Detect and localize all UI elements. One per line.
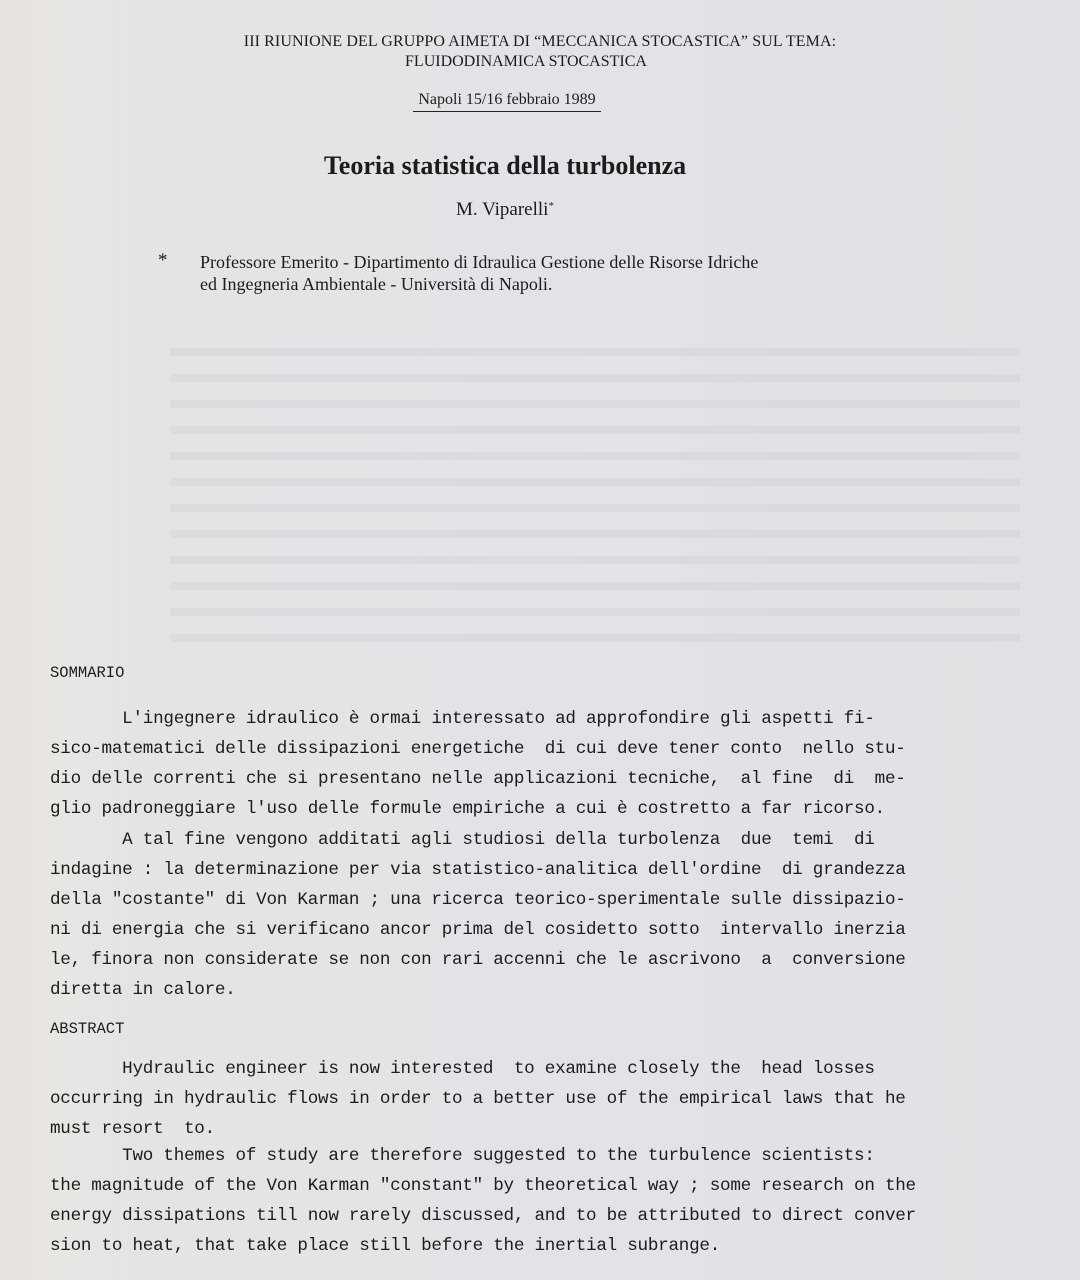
text-line: sico-matematici delle dissipazioni energetiche di cui deve tener conto nello stu- [50, 739, 906, 759]
sommario-paragraph-1 [50, 704, 1010, 824]
abstract-paragraph-2 [50, 1141, 1010, 1261]
text-line: glio padroneggiare l'uso delle formule empiriche a cui è costretto a far ricorso. [50, 799, 885, 819]
author-affiliation [200, 251, 900, 295]
affiliation-footnote-mark: * [158, 250, 168, 271]
text-line: diretta in calore. [50, 980, 236, 1000]
conference-heading-line1: III RIUNIONE DEL GRUPPO AIMETA DI “MECCANICA STOCASTICA” SUL TEMA: [243, 33, 837, 50]
text-line: Two themes of study are therefore suggested to the turbulence scientists: [50, 1146, 875, 1166]
text-line: L'ingegnere idraulico è ormai interessato ad approfondire gli aspetti fi- [50, 709, 875, 729]
affiliation-line: Professore Emerito - Dipartimento di Idraulica Gestione delle Risorse Idriche [200, 252, 759, 272]
text-line: Hydraulic engineer is now interested to examine closely the head losses [50, 1059, 875, 1079]
abstract-paragraph-1 [50, 1054, 1010, 1144]
text-line: le, finora non considerate se non con rari accenni che le ascrivono a conversione [50, 950, 906, 970]
text-line: must resort to. [50, 1119, 215, 1139]
text-line: dio delle correnti che si presentano nelle applicazioni tecniche, al fine di me- [50, 769, 906, 789]
sommario-heading: SOMMARIO [50, 664, 125, 682]
text-line: occurring in hydraulic flows in order to a better use of the empirical laws that he [50, 1089, 906, 1109]
text-line: ni di energia che si verificano ancor prima del cosidetto sotto intervallo inerzia [50, 920, 906, 940]
abstract-heading: ABSTRACT [50, 1020, 125, 1038]
paper-title: Teoria statistica della turbolenza [323, 151, 687, 180]
conference-place-date: Napoli 15/16 febbraio 1989 [413, 91, 601, 112]
paper-author [0, 199, 1010, 221]
text-line: energy dissipations till now rarely discussed, and to be attributed to direct conver [50, 1206, 916, 1226]
reverse-side-show-through [170, 330, 1020, 660]
text-line: the magnitude of the Von Karman "constant" by theoretical way ; some research on the [50, 1176, 916, 1196]
affiliation-line: ed Ingegneria Ambientale - Università di Napoli. [200, 274, 553, 294]
text-line: indagine : la determinazione per via statistico-analitica dell'ordine di grandezza [50, 860, 906, 880]
text-line: della "costante" di Von Karman ; una ricerca teorico-sperimentale sulle dissipazio- [50, 890, 906, 910]
author-name: M. Viparelli [456, 199, 549, 220]
author-footnote-mark: * [548, 200, 554, 212]
conference-heading-line2: FLUIDODINAMICA STOCASTICA [405, 53, 647, 70]
sommario-paragraph-2 [50, 825, 1010, 1005]
text-line: sion to heat, that take place still before the inertial subrange. [50, 1236, 721, 1256]
text-line: A tal fine vengono additati agli studiosi della turbolenza due temi di [50, 830, 875, 850]
